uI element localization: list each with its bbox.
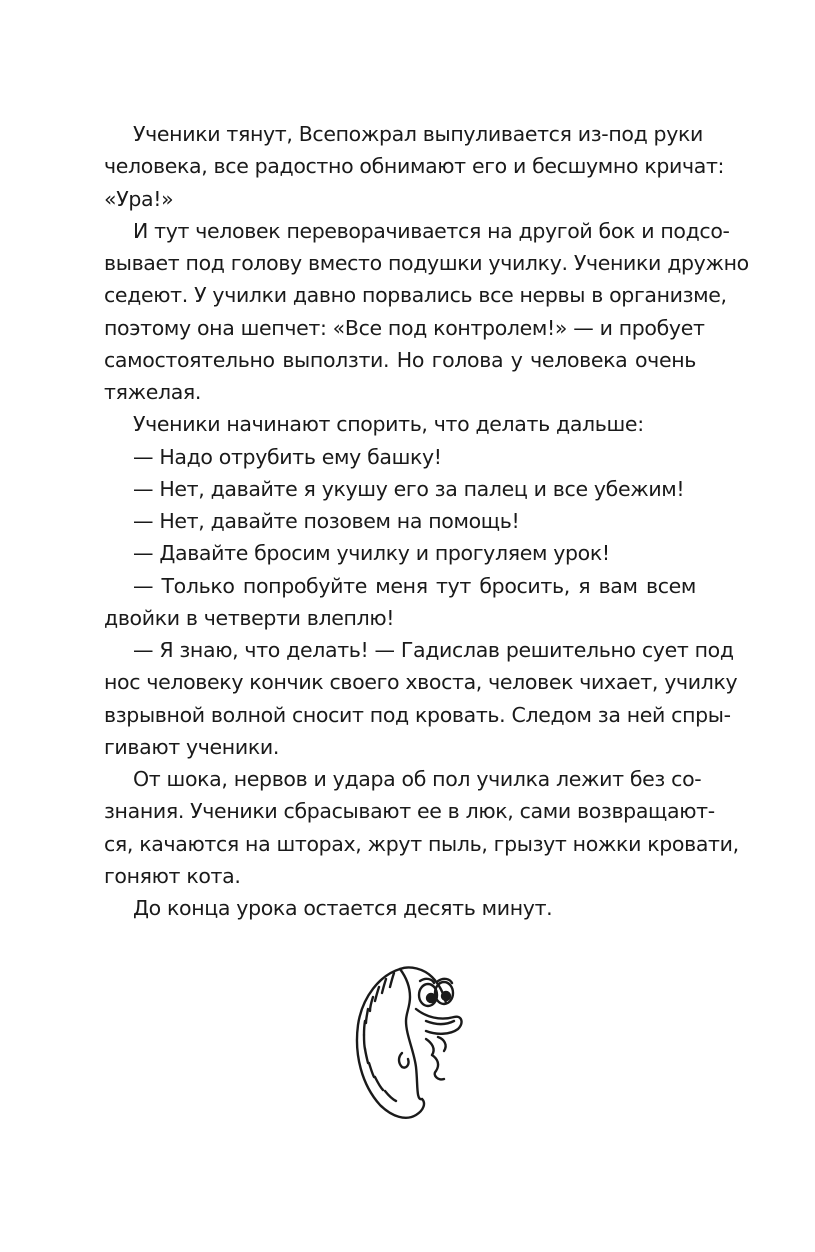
text-line: тяжелая. xyxy=(104,380,202,404)
text-line: ся, качаются на шторах, жрут пыль, грызут ножки кровати, xyxy=(104,831,739,856)
text-line: гивают ученики. xyxy=(104,734,280,759)
dialogue-line: — Только попробуйте меня тут бросить, я вам всем xyxy=(133,573,696,598)
dialogue-line: — Нет, давайте я укушу его за палец и все убежим! xyxy=(133,476,685,501)
text-line: гоняют кота. xyxy=(104,863,241,888)
body-text xyxy=(104,118,749,924)
dialogue-line: — Давайте бросим училку и прогуляем урок! xyxy=(133,541,610,566)
worm-creature-icon xyxy=(340,955,480,1130)
text-line: поэтому она шепчет: «Все под контролем!» — и пробует xyxy=(104,315,705,340)
text-line: вывает под голову вместо подушки училку. Ученики дружно xyxy=(104,251,749,275)
dialogue-line: — Я знаю, что делать! — Гадислав решительно сует под xyxy=(133,638,734,662)
text-line: самостоятельно выползти. Но голова у человека очень xyxy=(104,347,696,372)
text-line: седеют. У училки давно порвались все нервы в организме, xyxy=(104,283,727,308)
text-line: От шока, нервов и удара об пол училка лежит без со- xyxy=(133,767,702,791)
text-line: нос человеку кончик своего хвоста, человек чихает, училку xyxy=(104,670,738,695)
text-line: И тут человек переворачивается на другой бок и подсо- xyxy=(133,218,730,243)
text-line: знания. Ученики сбрасывают ее в люк, сами возвращают- xyxy=(104,799,715,824)
text-line: взрывной волной сносит под кровать. Следом за ней спры- xyxy=(104,702,731,727)
text-line: До конца урока остается десять минут. xyxy=(133,896,553,920)
dialogue-line: — Нет, давайте позовем на помощь! xyxy=(133,509,520,533)
text-line: «Ура!» xyxy=(104,186,174,211)
text-line: человека, все радостно обнимают его и бесшумно кричат: xyxy=(104,154,725,179)
dialogue-line: — Надо отрубить ему башку! xyxy=(133,444,442,469)
dialogue-line: двойки в четверти влеплю! xyxy=(104,605,395,630)
text-line: Ученики начинают спорить, что делать дальше: xyxy=(133,412,644,437)
text-line: Ученики тянут, Всепожрал выпуливается из-под руки xyxy=(133,122,704,146)
